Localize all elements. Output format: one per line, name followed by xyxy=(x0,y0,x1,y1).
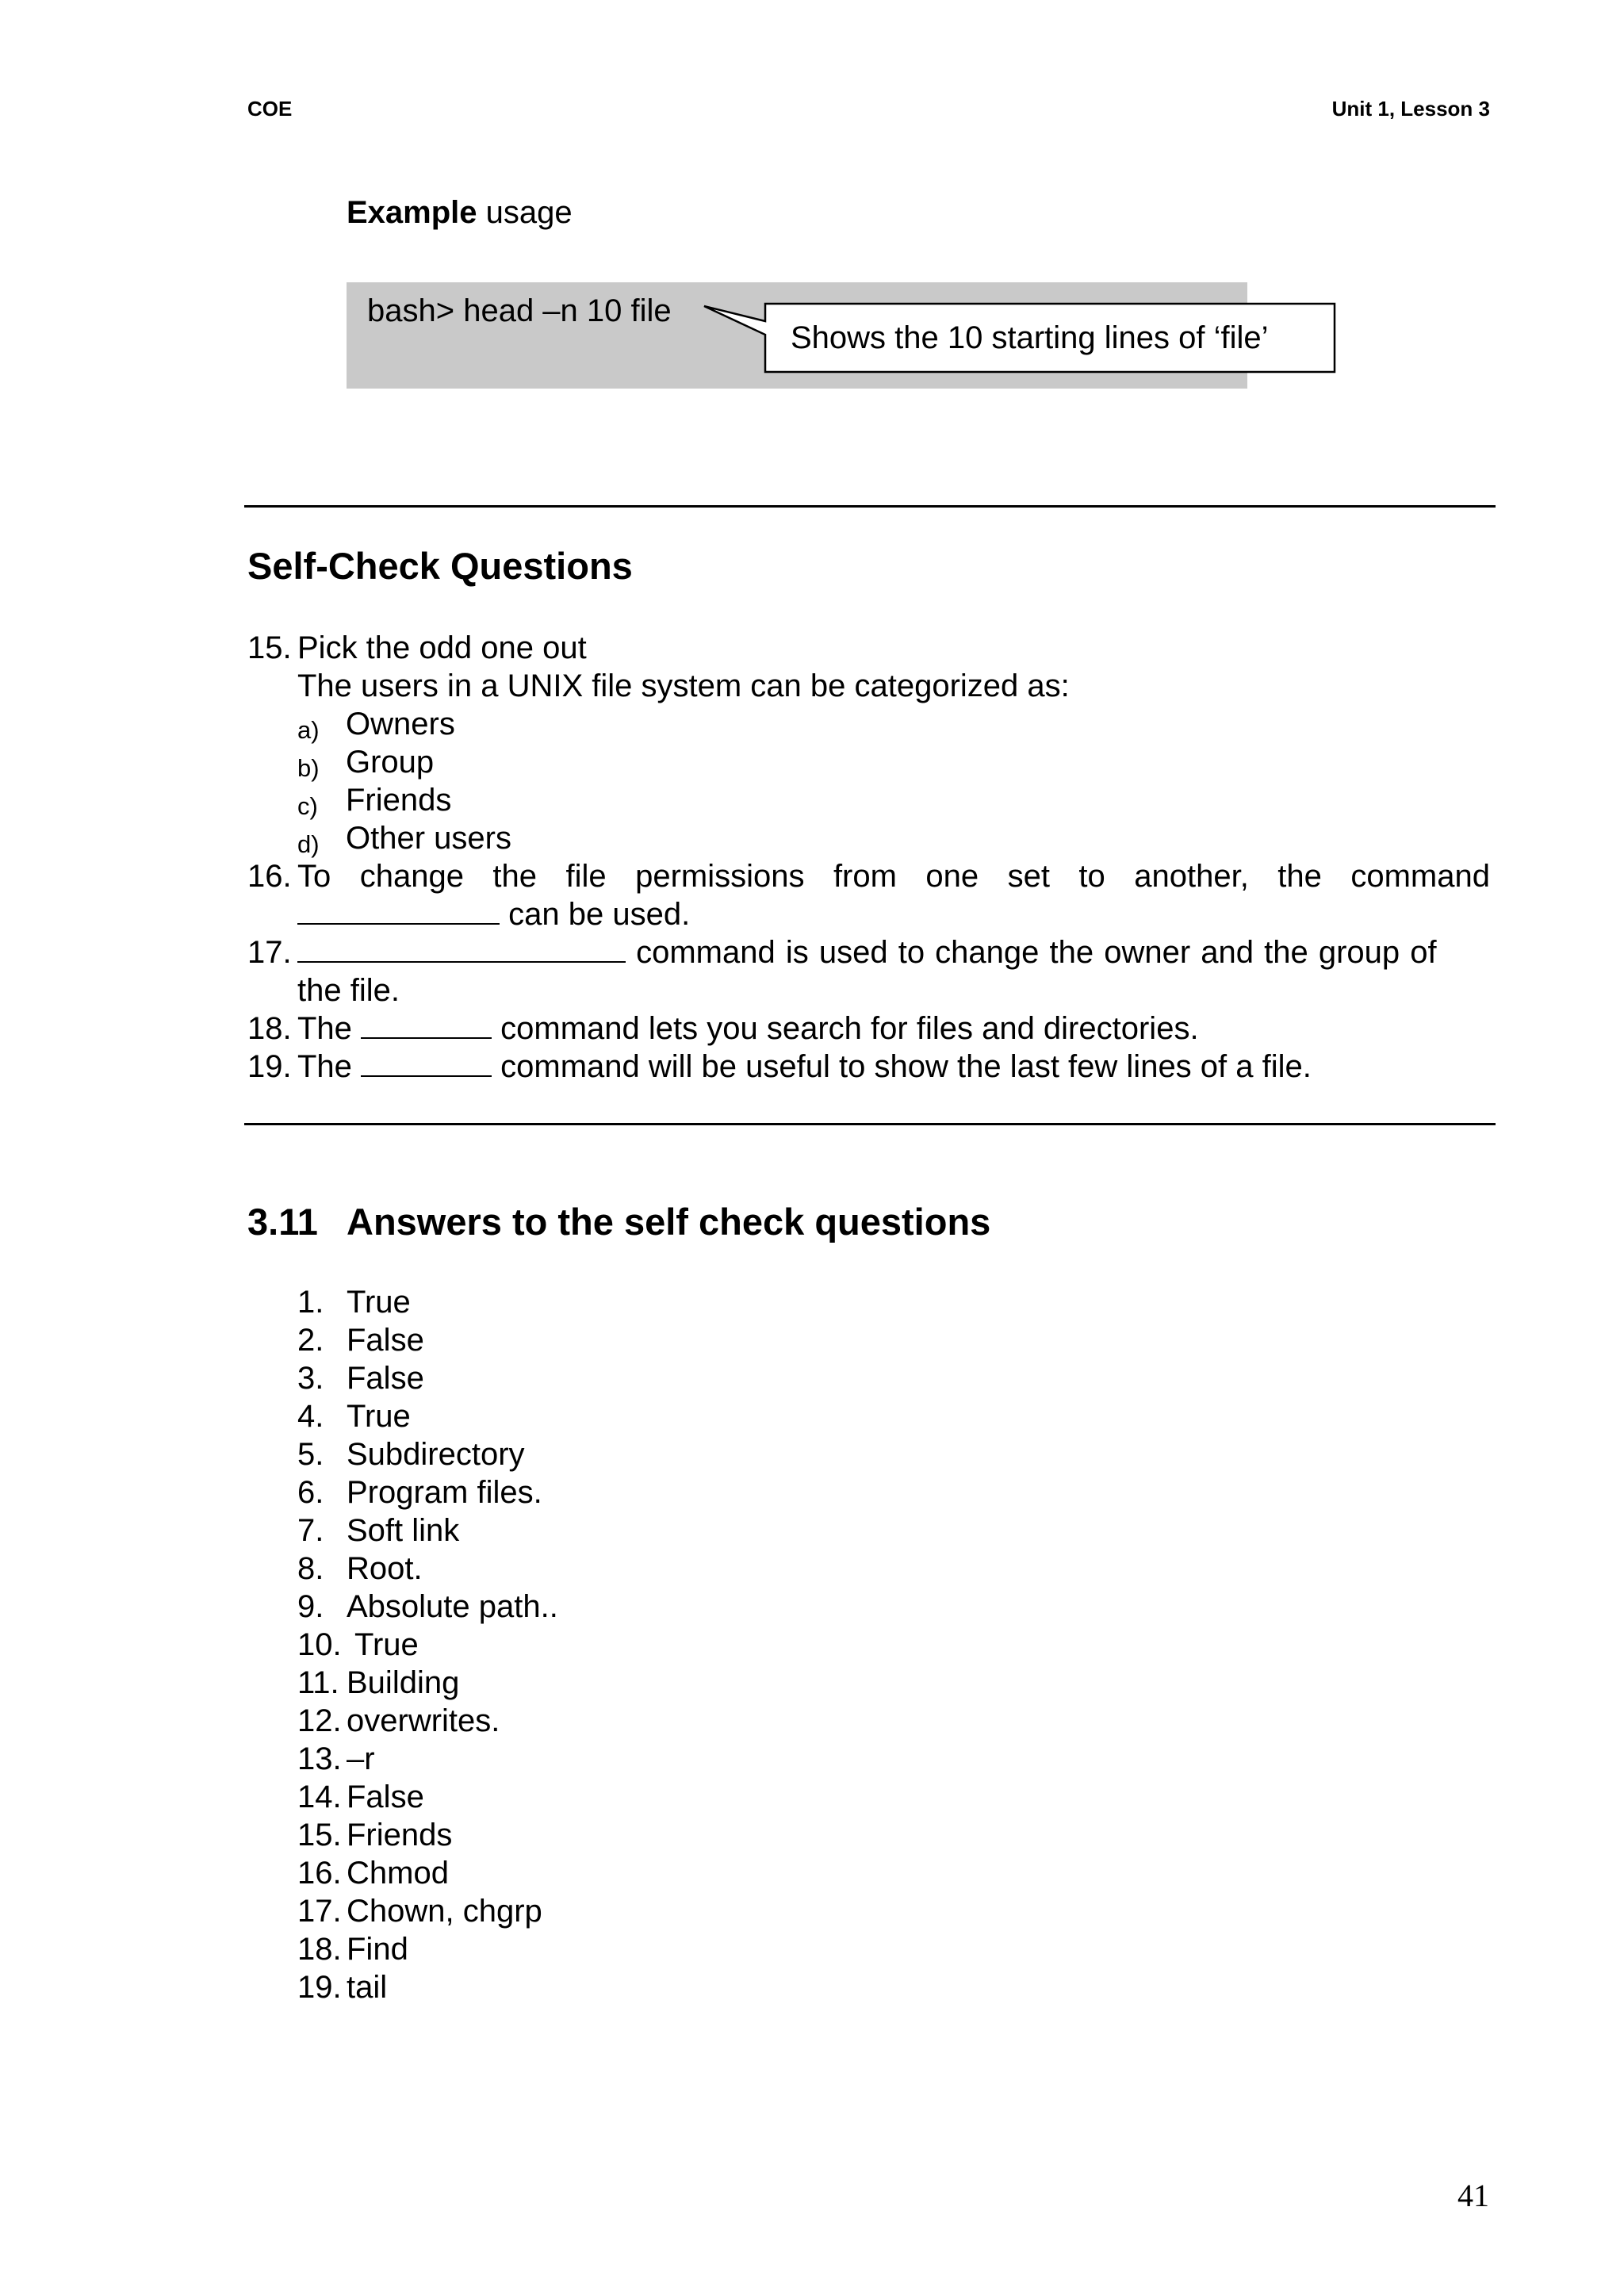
option-text: Friends xyxy=(346,783,452,818)
answer-text: False xyxy=(347,1323,424,1358)
option-letter: a) xyxy=(297,716,320,744)
question-text: The xyxy=(297,1011,362,1046)
answer-number: 14. xyxy=(297,1780,342,1814)
answers-section-number: 3.11 xyxy=(247,1201,318,1243)
answer-number: 4. xyxy=(297,1399,324,1434)
option-letter: d) xyxy=(297,830,320,858)
question-19 xyxy=(247,1048,1492,1086)
answers-title: Answers to the self check questions xyxy=(347,1201,991,1243)
answer-blank xyxy=(361,1048,492,1077)
question-text: the file. xyxy=(297,973,400,1008)
question-number: 19. xyxy=(247,1049,292,1084)
answer-number: 10. xyxy=(297,1627,342,1662)
question-text-line xyxy=(297,1010,1199,1048)
answer-number: 19. xyxy=(297,1970,342,2005)
answers-list xyxy=(297,1283,1011,2013)
option-letter: b) xyxy=(297,754,320,782)
example-heading xyxy=(347,195,573,231)
question-text-line2 xyxy=(297,895,690,933)
header-left: COE xyxy=(247,97,293,121)
answer-text: overwrites. xyxy=(347,1703,500,1738)
question-text: command lets you search for files and directories. xyxy=(492,1011,1199,1046)
answer-text: False xyxy=(347,1780,424,1814)
answer-text: –r xyxy=(347,1741,375,1776)
answer-blank xyxy=(297,896,500,925)
example-heading-bold: Example xyxy=(347,195,477,230)
answer-number: 13. xyxy=(297,1741,342,1776)
question-number: 17. xyxy=(247,935,292,970)
answer-number: 15. xyxy=(297,1818,342,1852)
question-text: The xyxy=(297,1049,362,1084)
answer-text: Subdirectory xyxy=(347,1437,525,1472)
question-text: can be used. xyxy=(500,897,691,932)
header-right: Unit 1, Lesson 3 xyxy=(1331,97,1490,121)
answer-number: 12. xyxy=(297,1703,342,1738)
answer-number: 1. xyxy=(297,1285,324,1320)
answer-text: Chmod xyxy=(347,1856,449,1891)
question-18 xyxy=(247,1010,1492,1048)
question-text-line1 xyxy=(297,933,1490,971)
answer-blank xyxy=(361,1010,492,1039)
answer-text: Soft link xyxy=(347,1513,460,1548)
divider xyxy=(244,1123,1496,1125)
self-check-title: Self-Check Questions xyxy=(247,545,633,587)
answer-number: 7. xyxy=(297,1513,324,1548)
question-text: To change the file permissions from one set to another, the command xyxy=(297,859,1490,894)
example-heading-rest: usage xyxy=(477,195,573,230)
answer-text: Program files. xyxy=(347,1475,542,1510)
code-line: bash> head –n 10 file xyxy=(367,293,672,328)
question-text: Pick the odd one out xyxy=(297,630,587,665)
answer-text: Root. xyxy=(347,1551,423,1586)
answer-text: Building xyxy=(347,1665,460,1700)
question-number: 18. xyxy=(247,1011,292,1046)
answer-number: 8. xyxy=(297,1551,324,1586)
option-text: Other users xyxy=(346,821,511,856)
answer-text: True xyxy=(347,1399,411,1434)
question-number: 15. xyxy=(247,630,292,665)
answer-text: Chown, chgrp xyxy=(347,1894,542,1929)
answer-number: 2. xyxy=(297,1323,324,1358)
answer-text: Find xyxy=(347,1932,408,1967)
question-17 xyxy=(247,933,1492,1010)
answer-text: True xyxy=(354,1627,419,1662)
question-text: The users in a UNIX file system can be categorized as: xyxy=(297,669,1070,703)
question-16 xyxy=(247,857,1492,933)
question-15 xyxy=(247,629,1492,859)
page-number: 41 xyxy=(1457,2178,1489,2213)
answer-text: Absolute path.. xyxy=(347,1589,558,1624)
answer-number: 17. xyxy=(297,1894,342,1929)
option-letter: c) xyxy=(297,792,318,820)
answer-number: 3. xyxy=(297,1361,324,1396)
answer-number: 18. xyxy=(297,1932,342,1967)
question-number: 16. xyxy=(247,859,292,894)
question-text-line xyxy=(297,1048,1312,1086)
answer-number: 16. xyxy=(297,1856,342,1891)
option-text: Owners xyxy=(346,707,455,741)
callout-text: Shows the 10 starting lines of ‘file’ xyxy=(791,320,1269,355)
answer-text: Friends xyxy=(347,1818,453,1852)
question-text: command is used to change the owner and the group of xyxy=(626,935,1437,970)
divider xyxy=(244,505,1496,508)
answer-blank xyxy=(297,934,626,963)
answer-number: 9. xyxy=(297,1589,324,1624)
question-text: command will be useful to show the last few lines of a file. xyxy=(492,1049,1312,1084)
answer-number: 5. xyxy=(297,1437,324,1472)
answer-number: 11. xyxy=(297,1665,339,1700)
answer-text: True xyxy=(347,1285,411,1320)
answer-text: False xyxy=(347,1361,424,1396)
answer-text: tail xyxy=(347,1970,388,2005)
answer-number: 6. xyxy=(297,1475,324,1510)
option-text: Group xyxy=(346,745,435,780)
